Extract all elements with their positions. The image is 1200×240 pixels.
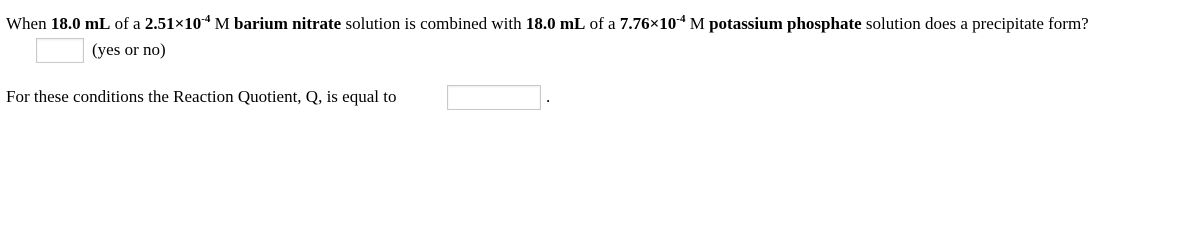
volume-2: 18.0 mL — [525, 14, 586, 33]
precipitate-yes-no-input[interactable] — [36, 38, 84, 63]
reaction-quotient-input[interactable] — [447, 85, 541, 110]
unit-1: M — [210, 14, 235, 33]
question-text — [6, 14, 1089, 34]
question-suffix: solution does a precipitate form? — [861, 14, 1089, 33]
reagent-2: potassium phosphate — [709, 14, 862, 33]
sentence-period: . — [546, 87, 551, 106]
unit-2: M — [685, 14, 710, 33]
yes-no-hint: (yes or no) — [92, 40, 166, 59]
volume-1: 18.0 mL — [50, 14, 111, 33]
reagent-1: barium nitrate — [234, 14, 342, 33]
concentration-2-exponent: -4 — [676, 13, 686, 25]
concentration-1-exponent: -4 — [201, 13, 211, 25]
concentration-1-base: 2.51×10 — [144, 14, 202, 33]
concentration-1 — [145, 14, 211, 33]
reaction-quotient-prompt: For these conditions the Reaction Quotient, Q, is equal to — [6, 87, 397, 106]
concentration-2-base: 7.76×10 — [619, 14, 677, 33]
question-connector-1: of a — [110, 14, 145, 33]
question-connector-2: of a — [585, 14, 620, 33]
concentration-2 — [620, 14, 686, 33]
question-prefix: When — [6, 14, 51, 33]
question-middle: solution is combined with — [341, 14, 526, 33]
